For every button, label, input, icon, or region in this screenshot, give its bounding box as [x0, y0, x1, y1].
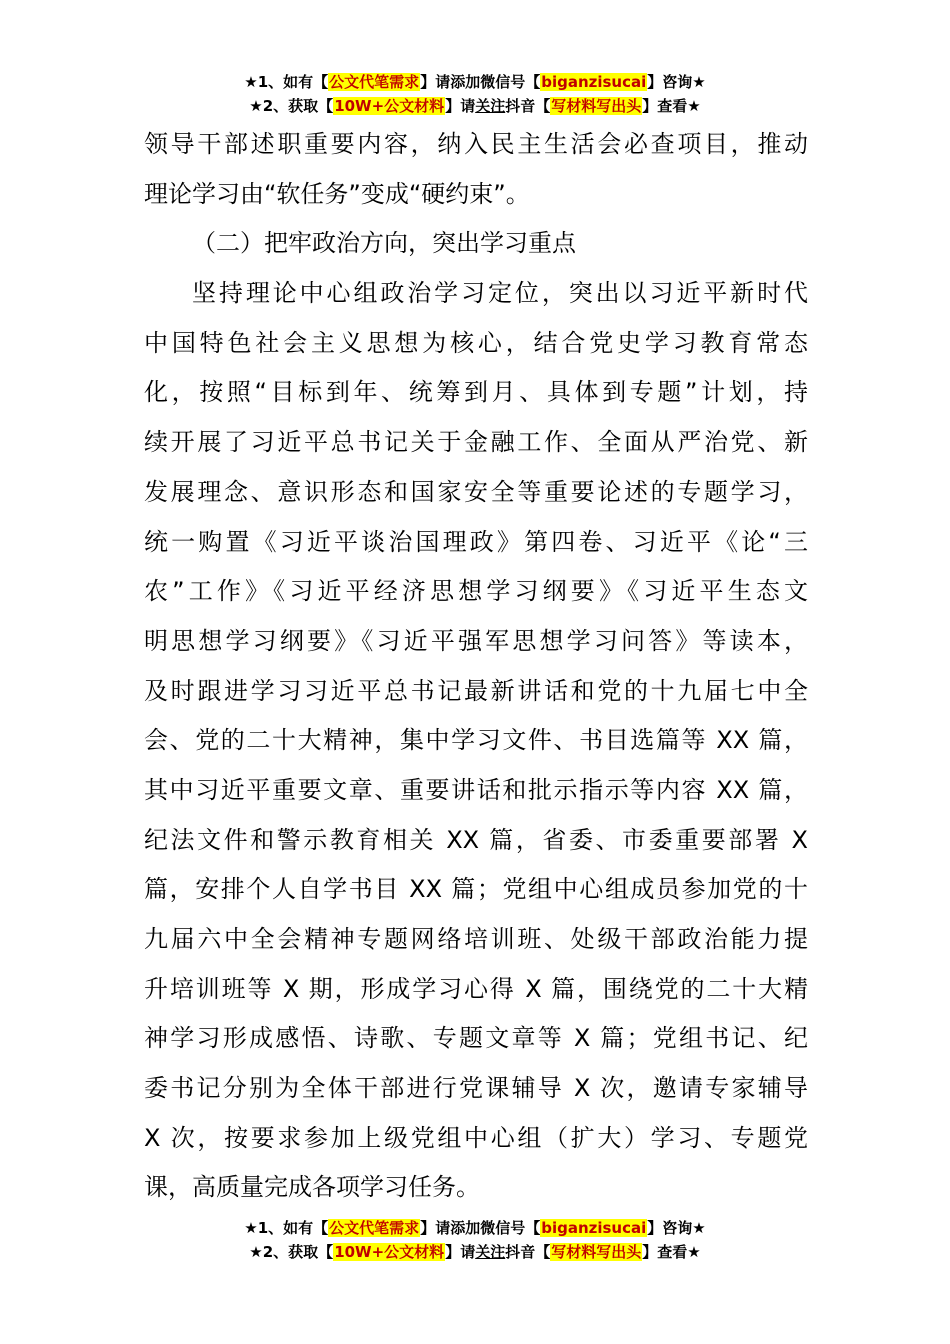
- banner-highlight-service: 公文代笔需求: [329, 73, 420, 91]
- document-body: [144, 120, 808, 1213]
- banner-line-1: [0, 70, 950, 94]
- banner-highlight-materials: 10W+公文材料: [334, 97, 445, 115]
- banner-text: 抖音【: [505, 97, 551, 115]
- body-line: 课，高质量完成各项学习任务。: [144, 1173, 480, 1202]
- body-line: 及时跟进学习习近平总书记最新讲话和党的十九届七中全: [144, 676, 808, 705]
- banner-text: 】请: [445, 97, 476, 115]
- banner-line-1: [0, 1216, 950, 1240]
- banner-text: 抖音【: [505, 1243, 551, 1261]
- section-heading: （二）把牢政治方向，突出学习重点: [192, 229, 576, 258]
- body-line: 化，按照“目标到年、统筹到月、具体到专题”计划，持: [144, 378, 808, 407]
- body-line: 明思想学习纲要》《习近平强军思想学习问答》等读本，: [144, 626, 808, 655]
- banner-text: 】咨询★: [647, 1219, 706, 1237]
- banner-text: 】咨询★: [647, 73, 706, 91]
- body-line: 篇，安排个人自学书目 XX 篇；党组中心组成员参加党的十: [144, 875, 808, 904]
- banner-text: 】请添加微信号【: [420, 1219, 541, 1237]
- body-line: 理论学习由“软任务”变成“硬约束”。: [144, 179, 530, 208]
- banner-text: 】请: [445, 1243, 476, 1261]
- banner-highlight-wechat: biganzisucai: [541, 1219, 647, 1237]
- body-line: 中国特色社会主义思想为核心，结合党史学习教育常态: [144, 328, 808, 357]
- body-line: 领导干部述职重要内容，纳入民主生活会必查项目，推动: [144, 130, 808, 158]
- footer-banner: [0, 1216, 950, 1264]
- body-line: 其中习近平重要文章、重要讲话和批示指示等内容 XX 篇，: [144, 775, 808, 804]
- banner-highlight-douyin: 写材料写出头: [551, 97, 642, 115]
- body-line: 会、党的二十大精神，集中学习文件、书目选篇等 XX 篇，: [144, 726, 808, 755]
- banner-text: 】请添加微信号【: [420, 73, 541, 91]
- body-line: 纪法文件和警示教育相关 XX 篇，省委、市委重要部署 X: [144, 825, 808, 854]
- header-banner: [0, 70, 950, 118]
- banner-text: 】查看★: [642, 1243, 701, 1261]
- banner-highlight-douyin: 写材料写出头: [551, 1243, 642, 1261]
- banner-line-2: [0, 94, 950, 118]
- banner-highlight-service: 公文代笔需求: [329, 1219, 420, 1237]
- banner-text: ★2、获取【: [249, 1243, 334, 1261]
- banner-text: ★1、如有【: [244, 73, 329, 91]
- banner-text: 】查看★: [642, 97, 701, 115]
- body-line: 统一购置《习近平谈治国理政》第四卷、习近平《论“三: [144, 527, 808, 556]
- banner-underline-follow: 关注: [475, 1243, 506, 1261]
- banner-text: ★1、如有【: [244, 1219, 329, 1237]
- banner-highlight-materials: 10W+公文材料: [334, 1243, 445, 1261]
- body-line: 农”工作》《习近平经济思想学习纲要》《习近平生态文: [144, 577, 808, 606]
- banner-text: ★2、获取【: [249, 97, 334, 115]
- banner-highlight-wechat: biganzisucai: [541, 73, 647, 91]
- body-line: 升培训班等 X 期，形成学习心得 X 篇，围绕党的二十大精: [144, 974, 808, 1003]
- banner-underline-follow: 关注: [475, 97, 506, 115]
- body-line: 九届六中全会精神专题网络培训班、处级干部政治能力提: [144, 925, 808, 953]
- banner-line-2: [0, 1240, 950, 1264]
- body-line: 坚持理论中心组政治学习定位，突出以习近平新时代: [192, 279, 808, 308]
- body-line: X 次，按要求参加上级党组中心组（扩大）学习、专题党: [144, 1123, 808, 1152]
- body-line: 神学习形成感悟、诗歌、专题文章等 X 篇；党组书记、纪: [144, 1024, 808, 1053]
- body-line: 发展理念、意识形态和国家安全等重要论述的专题学习，: [144, 477, 808, 506]
- body-line: 委书记分别为全体干部进行党课辅导 X 次，邀请专家辅导: [144, 1074, 808, 1103]
- body-line: 续开展了习近平总书记关于金融工作、全面从严治党、新: [144, 428, 808, 457]
